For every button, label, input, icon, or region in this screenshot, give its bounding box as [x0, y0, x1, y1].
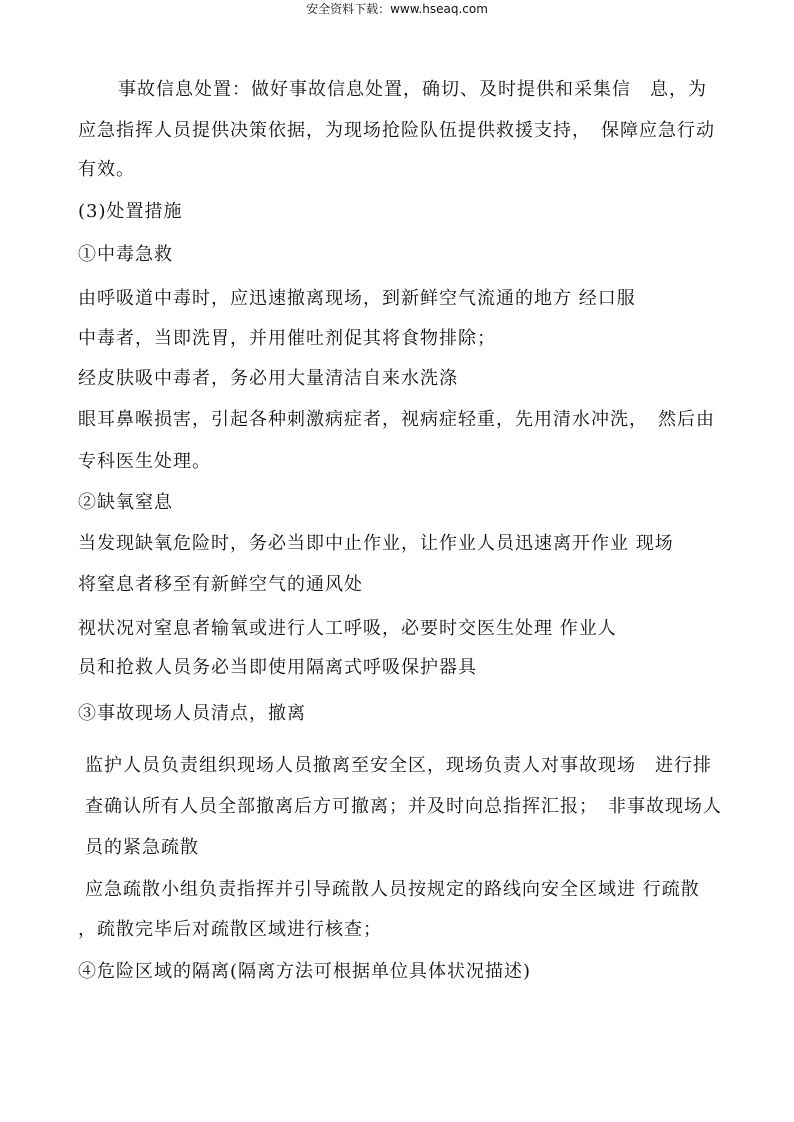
paragraph-line: 经皮肤吸中毒者，务必用大量清洁自来水洗涤 [78, 368, 458, 389]
subsection-heading: ③事故现场人员清点，撤离 [78, 703, 306, 724]
paragraph-line: 眼耳鼻喉损害，引起各种刺激病症者，视病症轻重，先用清水冲洗， 然后由 [78, 409, 715, 430]
paragraph-line: 应急疏散小组负责指挥并引导疏散人员按规定的路线向安全区域进 行疏散 [85, 879, 700, 900]
paragraph-line: ，疏散完毕后对疏散区域进行核查； [78, 919, 382, 940]
paragraph-line: 员的紧急疏散 [85, 837, 199, 858]
subsection-heading: ②缺氧窒息 [78, 492, 173, 513]
paragraph-line: 应急指挥人员提供决策依据，为现场抢险队伍提供救援支持， 保障应急行动 [78, 120, 715, 141]
page-header: 安全资料下载：www.hseaq.com [306, 2, 488, 16]
paragraph-line: 员和抢救人员务必当即使用隔离式呼吸保护器具 [78, 657, 477, 678]
paragraph-line: 将窒息者移至有新鲜空气的通风处 [78, 574, 363, 595]
paragraph-line: 中毒者，当即洗胃，并用催吐剂促其将食物排除； [78, 328, 496, 349]
paragraph-line: 专科医生处理。 [78, 451, 211, 472]
paragraph-line: 视状况对窒息者输氧或进行人工呼吸，必要时交医生处理 作业人 [78, 618, 617, 639]
paragraph-line: 当发现缺氧危险时，务必当即中止作业，让作业人员迅速离开作业 现场 [78, 533, 674, 554]
paragraph-line: 由呼吸道中毒时，应迅速撤离现场，到新鲜空气流通的地方 经口服 [78, 288, 636, 309]
paragraph-line: 事故信息处置：做好事故信息处置，确切、及时提供和采集信 息，为 [118, 79, 707, 100]
paragraph-line: 有效。 [78, 159, 135, 180]
paragraph-line: 监护人员负责组织现场人员撤离至安全区，现场负责人对事故现场 进行排 [85, 755, 712, 776]
subsection-heading: ①中毒急救 [78, 244, 173, 265]
subsection-heading: ④危险区域的隔离(隔离方法可根据单位具体状况描述) [78, 961, 532, 982]
paragraph-line: 查确认所有人员全部撤离后方可撤离；并及时向总指挥汇报； 非事故现场人 [85, 796, 722, 817]
section-heading: (3)处置措施 [78, 201, 183, 222]
